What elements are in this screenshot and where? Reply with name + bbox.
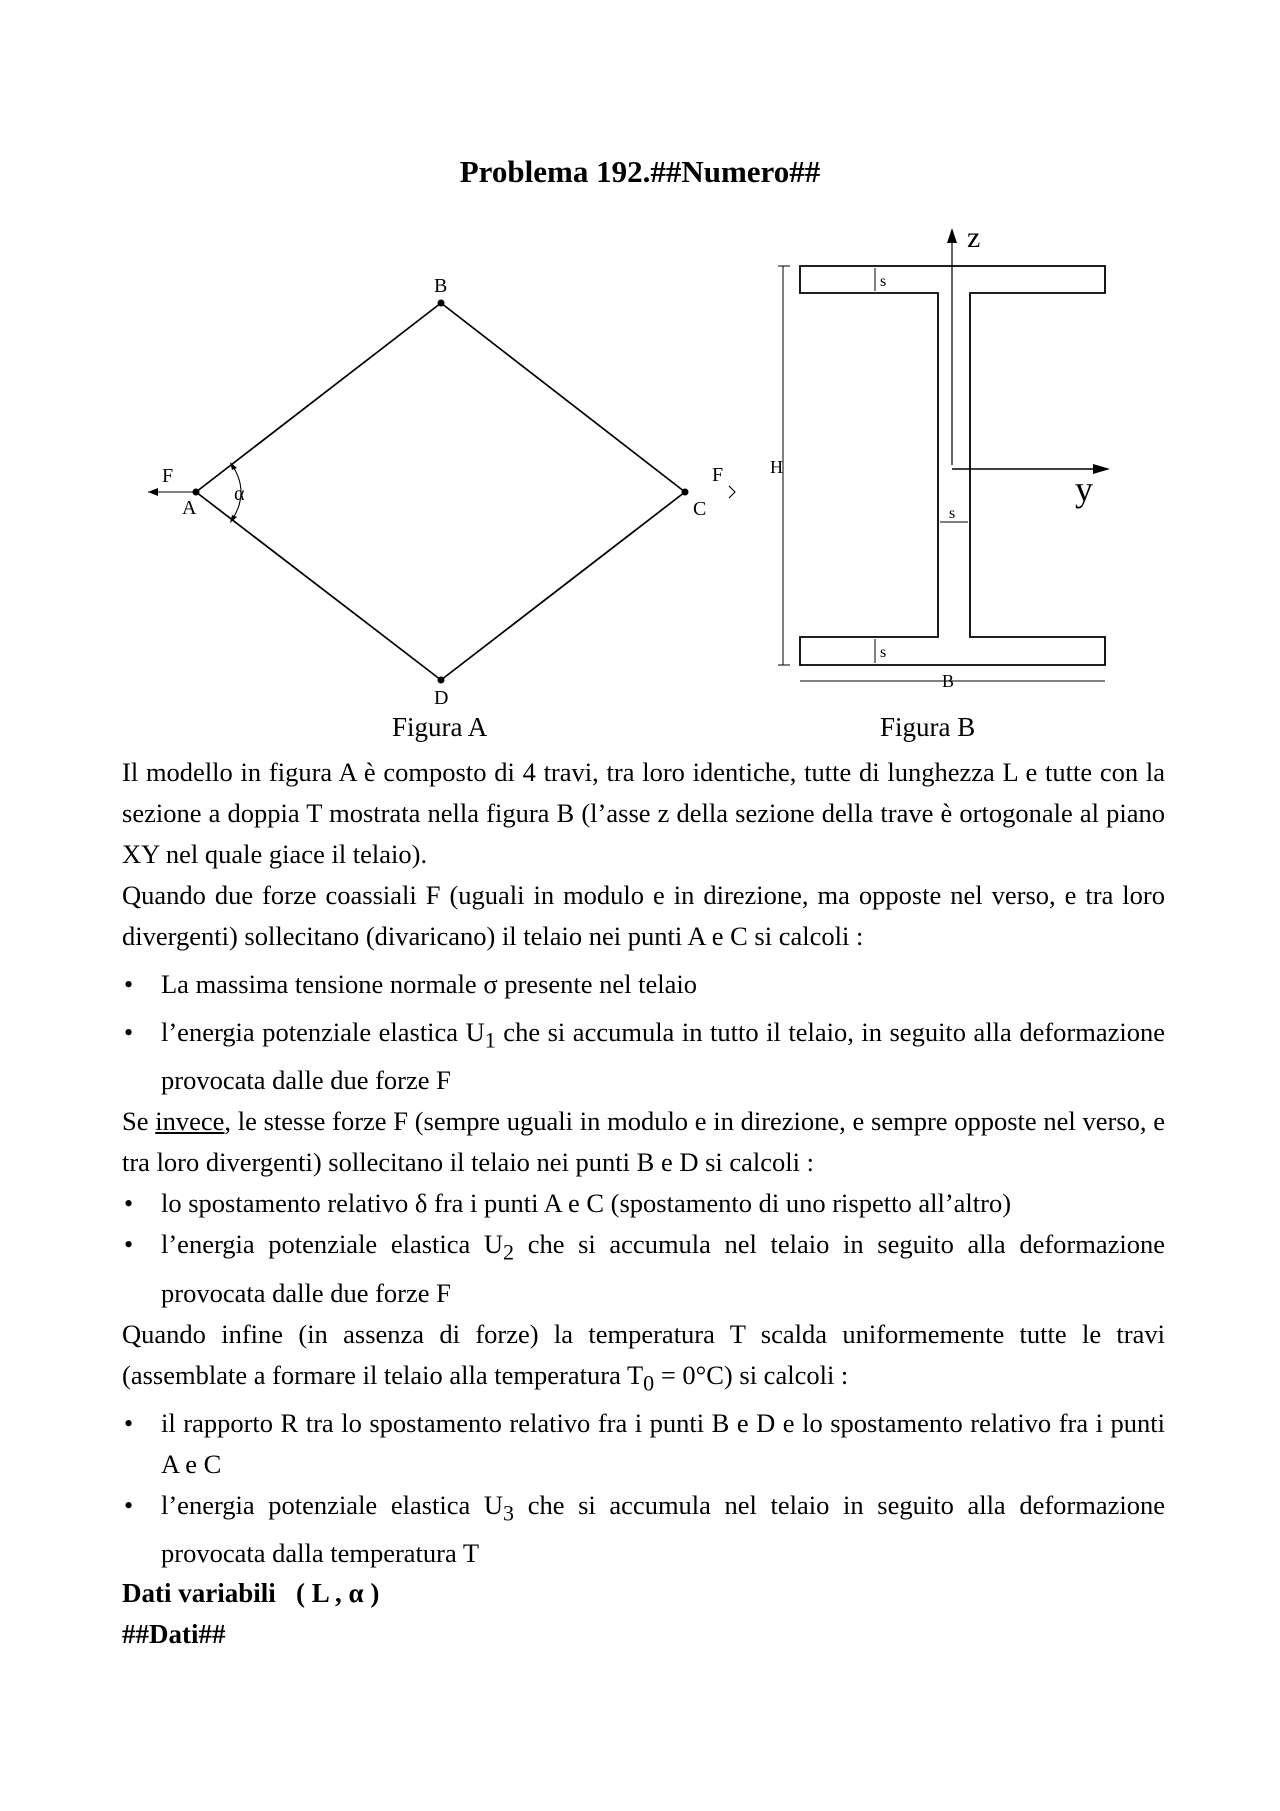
beam-ab — [196, 303, 441, 492]
node-a — [193, 489, 200, 496]
variable-data-section — [122, 1573, 379, 1655]
label-alpha: α — [234, 483, 245, 505]
list-item — [122, 1183, 1165, 1224]
label-z: z — [967, 225, 981, 254]
section3-paragraph: Quando infine (in assenza di forze) la temperatura T scalda uniformemente tutte le travi (assemblate a formare il telaio alla temperatura $T_0 = 0^\circ C$) si calcoli : — [122, 1318, 1165, 1395]
label-b: B — [434, 275, 448, 297]
list3-item1-text: il rapporto R tra lo spostamento relativo fra i punti B e D e lo spostamento relativo fra i punti A e C — [161, 1407, 1165, 1479]
list1-item1-text: La massima tensione normale σ presente nel telaio — [161, 969, 698, 999]
label-d: D — [434, 687, 449, 709]
label-c: C — [693, 498, 707, 520]
page-title: Problema 192.##Numero## — [459, 154, 821, 189]
underlined-word: invece — [155, 1106, 225, 1137]
label-a: A — [182, 497, 197, 519]
figure-a — [140, 270, 750, 710]
figure-b — [770, 225, 1120, 705]
y-axis-arrow — [1093, 464, 1110, 474]
node-d — [438, 677, 445, 684]
label-s-web: s — [949, 505, 956, 522]
label-y: y — [1075, 469, 1093, 509]
label-h: H — [770, 457, 783, 477]
node-b — [438, 300, 445, 307]
label-f-left: F — [162, 465, 174, 487]
intro-paragraph-1: Il modello in figura A è composto di 4 travi, tra loro identiche, tutte di lunghezza L e tutte con la sezione a doppia T mostrata nella figura B (l’asse z della sezione della trave è ortogonale al piano XY nel quale giace il telaio). — [122, 757, 1165, 869]
list-item: • l’energia potenziale elastica $U_1$ che si accumula in tutto il telaio, in seguito alla deformazione provocata dalle due forze F — [122, 1012, 1165, 1101]
z-axis-arrow — [947, 228, 957, 243]
list-item: • l’energia potenziale elastica $U_2$ che si accumula nel telaio in seguito alla deformazione provocata dalle due forze F — [122, 1224, 1165, 1313]
label-s-top: s — [880, 273, 887, 290]
list2-item1-text: lo spostamento relativo δ fra i punti A e C (spostamento di uno rispetto all’altro) — [161, 1188, 1012, 1219]
label-s-bottom: s — [880, 644, 887, 661]
label-f-right: F — [712, 464, 724, 486]
beam-bc — [441, 303, 685, 492]
list-item — [122, 1403, 1165, 1485]
force-right-arrow — [729, 486, 735, 498]
list-item: • l’energia potenziale elastica $U_3$ che si accumula nel telaio in seguito alla deformazione provocata dalla temperatura T — [122, 1485, 1165, 1574]
label-b-width: B — [942, 671, 955, 691]
dati-placeholder: ##Dati## — [122, 1619, 226, 1649]
caption-figure-a: Figura A — [392, 712, 488, 742]
caption-figure-b: Figura B — [880, 712, 976, 742]
node-c — [682, 489, 689, 496]
beam-cd — [441, 492, 685, 680]
question-list-3 — [122, 1403, 1165, 1574]
dati-label: Dati variabili ( L , α ) — [122, 1578, 380, 1608]
problem-text — [122, 752, 1165, 1574]
question-list-1 — [122, 964, 1165, 1101]
list-item — [122, 964, 1165, 1005]
question-list-2 — [122, 1183, 1165, 1313]
section2-paragraph: Se invece, le stesse forze F (sempre uguali in modulo e in direzione, e sempre opposte nel verso, e tra loro divergenti) sollecitano il telaio nei punti B e D si calcoli : — [122, 1106, 1166, 1178]
intro-paragraph-2: Quando due forze coassiali F (uguali in modulo e in direzione, ma opposte nel verso, e tra loro divergenti) sollecitano (divaricano) il telaio nei punti A e C si calcoli : — [122, 880, 1165, 951]
force-left-arrow — [148, 488, 158, 496]
